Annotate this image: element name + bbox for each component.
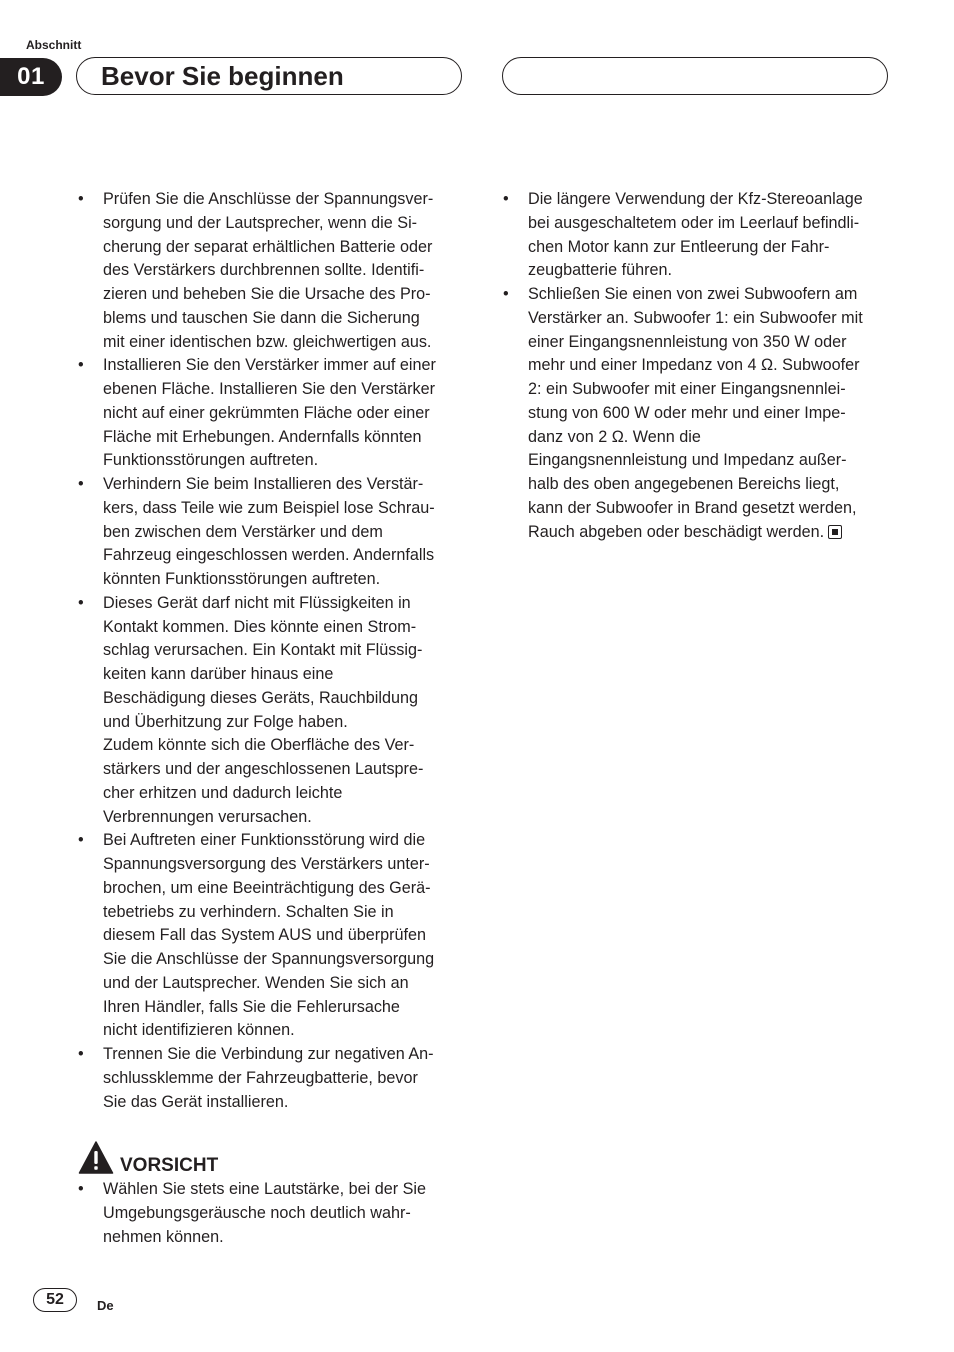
left-column	[78, 188, 468, 1114]
bullet-dot-icon: •	[78, 831, 84, 850]
text-line: ebenen Fläche. Installieren Sie den Verstärker	[103, 380, 436, 398]
text-line: zieren und beheben Sie die Ursache des Pro-	[103, 285, 431, 303]
bullet-item	[78, 592, 468, 830]
text-line-wrap	[528, 521, 895, 545]
text-line: nehmen können.	[103, 1227, 224, 1246]
text-line: ben zwischen dem Verstärker und dem	[103, 522, 383, 541]
text-line: tebetriebs zu verhindern. Schalten Sie in	[103, 902, 394, 921]
bullet-item	[78, 354, 468, 473]
bullet-item	[78, 829, 468, 1043]
text-line: brochen, um eine Beeinträchtigung des Gerä-	[103, 878, 431, 897]
language-code: De	[97, 1298, 114, 1313]
bullet-item	[78, 1178, 468, 1249]
bullet-item	[78, 188, 468, 354]
text-line: Fahrzeug eingeschlossen werden. Andernfalls	[103, 546, 435, 565]
right-bullet-list	[503, 188, 895, 544]
text-line: Dieses Gerät darf nicht mit Flüssigkeiten in	[103, 593, 411, 612]
text-line: schlussklemme der Fahrzeugbatterie, bevor	[103, 1068, 418, 1087]
text-line: bei ausgeschaltetem oder im Leerlauf befindli-	[528, 213, 860, 232]
bullet-dot-icon: •	[503, 285, 509, 303]
text-line: Trennen Sie die Verbindung zur negativen An-	[103, 1045, 434, 1063]
text-line: blems und tauschen Sie dann die Sicherung	[103, 308, 420, 327]
text-line: Installieren Sie den Verstärker immer auf einer	[103, 356, 436, 375]
text-line: und der Lautsprecher. Wenden Sie sich an	[103, 973, 409, 992]
page-number: 52	[33, 1288, 77, 1312]
bullet-item	[78, 473, 468, 592]
chapter-number: 01	[0, 58, 62, 96]
text-line: diesem Fall das System AUS und überprüfen	[103, 926, 427, 945]
bullet-item	[78, 1043, 468, 1114]
text-line: Rauch abgeben oder beschädigt werden.	[528, 522, 825, 541]
text-line: Spannungsversorgung des Verstärkers unter-	[103, 855, 430, 873]
text-line: Eingangsnennleistung und Impedanz außer-	[528, 451, 847, 470]
caution-bullet-list	[78, 1178, 468, 1249]
text-line: schlag verursachen. Ein Kontakt mit Flüssig-	[103, 641, 423, 660]
text-line: nicht identifizieren können.	[103, 1021, 295, 1040]
bullet-dot-icon: •	[78, 593, 84, 612]
caution-block	[78, 1140, 468, 1249]
text-line: kann der Subwoofer in Brand gesetzt werden,	[528, 498, 857, 517]
title-frame-empty	[502, 57, 888, 95]
text-line: Verhindern Sie beim Installieren des Verstär-	[103, 475, 424, 493]
bullet-dot-icon: •	[78, 190, 84, 208]
text-line: einer Eingangsnennleistung von 350 W oder	[528, 332, 847, 351]
text-line: kers, dass Teile wie zum Beispiel lose Schrau-	[103, 498, 435, 517]
text-line: stung von 600 W oder mehr und einer Impe-	[528, 403, 846, 422]
text-line: Verstärker an. Subwoofer 1: ein Subwoofer mit	[528, 308, 863, 327]
text-line: Wählen Sie stets eine Lautstärke, bei der Sie	[103, 1180, 427, 1198]
text-line: Kontakt kommen. Dies könnte einen Strom-	[103, 617, 417, 636]
text-line: Sie die Anschlüsse der Spannungsversorgung	[103, 950, 435, 968]
text-line: nicht auf einer gekrümmten Fläche oder einer	[103, 403, 430, 422]
text-line: Funktionsstörungen auftreten.	[103, 451, 319, 470]
text-line: keiten kann darüber hinaus eine	[103, 665, 334, 683]
warning-icon	[78, 1140, 114, 1176]
text-line: Schließen Sie einen von zwei Subwoofern am	[528, 285, 858, 303]
text-line: halb des oben angegebenen Bereichs liegt,	[528, 475, 840, 493]
text-line: des Verstärkers durchbrennen sollte. Identifi-	[103, 261, 425, 280]
caution-header	[78, 1140, 468, 1178]
text-line: zeugbatterie führen.	[528, 261, 672, 280]
bullet-dot-icon: •	[78, 1180, 84, 1198]
text-line: mit einer identischen bzw. gleichwertigen aus.	[103, 332, 432, 351]
title-frame	[76, 57, 462, 95]
bullet-dot-icon: •	[78, 356, 84, 375]
bullet-dot-icon: •	[78, 1045, 84, 1063]
left-bullet-list	[78, 188, 468, 1114]
text-line: stärkers und der angeschlossenen Lautspre-	[103, 760, 424, 778]
bullet-dot-icon: •	[78, 475, 84, 493]
text-line: Verbrennungen verursachen.	[103, 807, 312, 826]
section-label: Abschnitt	[26, 38, 82, 52]
text-line: könnten Funktionsstörungen auftreten.	[103, 570, 381, 588]
text-line: Umgebungsgeräusche noch deutlich wahr-	[103, 1203, 411, 1222]
text-line: Fläche mit Erhebungen. Andernfalls könnten	[103, 427, 422, 446]
text-line: cherung der separat erhältlichen Batterie oder	[103, 237, 433, 256]
text-line: Prüfen Sie die Anschlüsse der Spannungsver-	[103, 190, 434, 208]
text-line: Ihren Händler, falls Sie die Fehlerursache	[103, 997, 400, 1016]
text-line: chen Motor kann zur Entleerung der Fahr-	[528, 237, 830, 256]
text-line: sorgung und der Lautsprecher, wenn die Si-	[103, 213, 418, 232]
text-line: 2: ein Subwoofer mit einer Eingangsnennlei-	[528, 380, 846, 398]
right-column	[503, 188, 895, 544]
text-line: Bei Auftreten einer Funktionsstörung wird die	[103, 831, 426, 850]
text-line: mehr und einer Impedanz von 4 Ω. Subwoofer	[528, 356, 860, 375]
text-line: Die längere Verwendung der Kfz-Stereoanlage	[528, 190, 863, 208]
page-title: Bevor Sie beginnen	[101, 61, 344, 91]
text-line: Zudem könnte sich die Oberfläche des Ver-	[103, 736, 415, 755]
text-line: danz von 2 Ω. Wenn die	[528, 427, 701, 446]
bullet-dot-icon: •	[503, 190, 509, 208]
caution-label: VORSICHT	[120, 1155, 219, 1176]
bullet-item	[503, 283, 895, 544]
bullet-item	[503, 188, 895, 283]
text-line: cher erhitzen und dadurch leichte	[103, 783, 343, 802]
text-line: Sie das Gerät installieren.	[103, 1092, 289, 1111]
text-line: und Überhitzung zur Folge haben.	[103, 712, 348, 731]
text-line: Beschädigung dieses Geräts, Rauchbildung	[103, 688, 418, 707]
end-of-section-icon	[828, 525, 842, 539]
